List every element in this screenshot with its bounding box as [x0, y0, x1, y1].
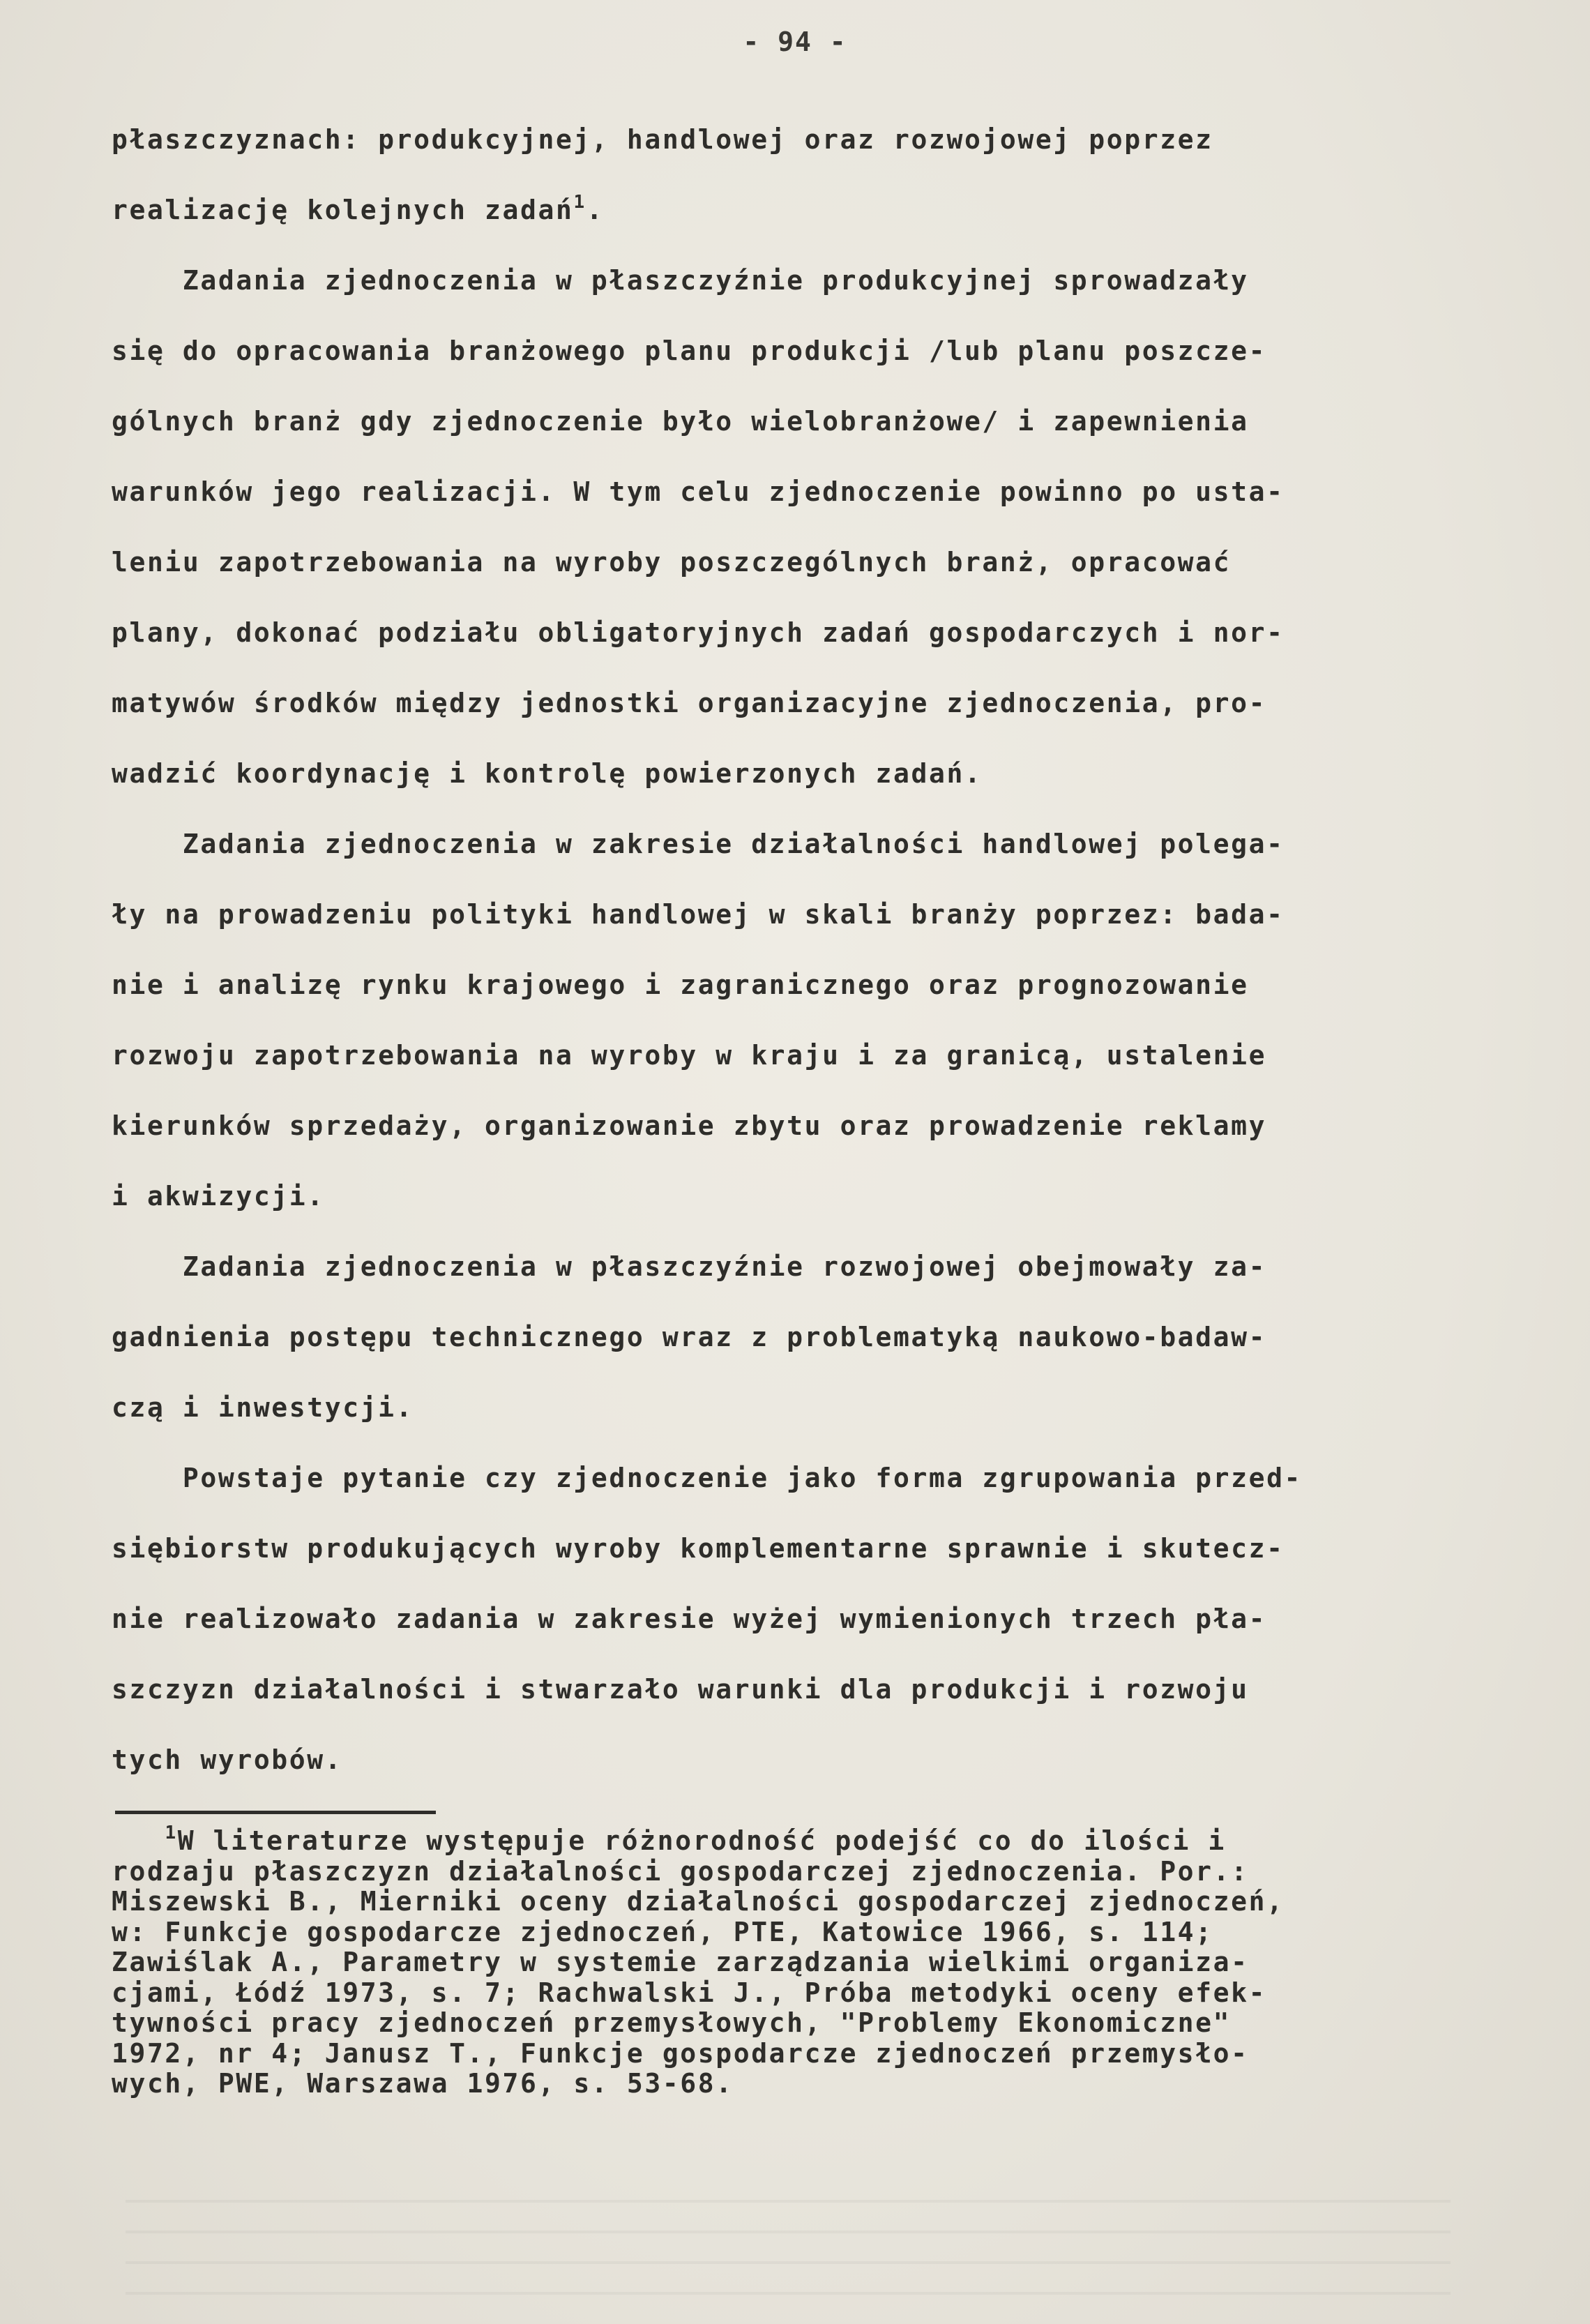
footnote-line: w: Funkcje gospodarcze zjednoczeń, PTE, Katowice 1966, s. 114;: [112, 1916, 1213, 1947]
body-line: nie realizowało zadania w zakresie wyżej wymienionych trzech pła-: [112, 1604, 1267, 1634]
body-line: Zadania zjednoczenia w płaszczyźnie produkcyjnej sprowadzały: [112, 265, 1249, 296]
body-line: [112, 175, 1541, 246]
footnote-line: rodzaju płaszczyzn działalności gospodarczej zjednoczenia. Por.:: [112, 1855, 1249, 1887]
body-line: tych wyrobów.: [112, 1744, 343, 1775]
body-line: płaszczyznach: produkcyjnej, handlowej oraz rozwojowej poprzez: [112, 124, 1213, 155]
body-line: rozwoju zapotrzebowania na wyroby w kraju i za granicą, ustalenie: [112, 1040, 1267, 1071]
body-line: matywów środków między jednostki organizacyjne zjednoczenia, pro-: [112, 688, 1267, 718]
body-line: się do opracowania branżowego planu produkcji /lub planu poszcze-: [112, 335, 1267, 366]
footnote-line-text: W literaturze występuje różnorodność podejść co do ilości i: [177, 1825, 1226, 1856]
body-line: gólnych branż gdy zjednoczenie było wielobranżowe/ i zapewnienia: [112, 406, 1249, 437]
body-line: warunków jego realizacji. W tym celu zjednoczenie powinno po usta-: [112, 476, 1285, 507]
body-line: Powstaje pytanie czy zjednoczenie jako forma zgrupowania przed-: [112, 1463, 1303, 1493]
footnote-line: Miszewski B., Mierniki oceny działalności gospodarczej zjednoczeń,: [112, 1886, 1285, 1917]
footnote-line: 1972, nr 4; Janusz T., Funkcje gospodarcze zjednoczeń przemysło-: [112, 2037, 1249, 2069]
body-line: ły na prowadzeniu polityki handlowej w skali branży poprzez: bada-: [112, 899, 1285, 930]
body-line: plany, dokonać podziału obligatoryjnych zadań gospodarczych i nor-: [112, 617, 1285, 648]
body-line-text: realizację kolejnych zadań: [112, 195, 574, 225]
body-line: kierunków sprzedaży, organizowanie zbytu oraz prowadzenie reklamy: [112, 1110, 1267, 1141]
body-line: siębiorstw produkujących wyroby komplementarne sprawnie i skutecz-: [112, 1533, 1285, 1564]
footnote: [112, 1823, 1548, 2099]
footnote-line: [112, 1823, 1548, 1857]
footnote-line: Zawiślak A., Parametry w systemie zarządzania wielkimi organiza-: [112, 1947, 1249, 1977]
body-line: gadnienia postępu technicznego wraz z problematyką naukowo-badaw-: [112, 1322, 1267, 1352]
footnote-line: tywności pracy zjednoczeń przemysłowych, "Problemy Ekonomiczne": [112, 2007, 1232, 2038]
footnote-divider: [115, 1811, 436, 1814]
body-text: [112, 105, 1541, 1795]
footnote-marker: 1: [165, 1823, 178, 1843]
body-line: leniu zapotrzebowania na wyroby poszczególnych branż, opracować: [112, 547, 1232, 578]
body-line: nie i analizę rynku krajowego i zagranicznego oraz prognozowanie: [112, 969, 1249, 1000]
footnote-line: cjami, Łódź 1973, s. 7; Rachwalski J., Próba metodyki oceny efek-: [112, 1977, 1267, 2008]
bleed-through-shadow: [126, 2197, 1451, 2295]
body-line: Zadania zjednoczenia w płaszczyźnie rozwojowej obejmowały za-: [112, 1251, 1267, 1282]
body-line: Zadania zjednoczenia w zakresie działalności handlowej polega-: [112, 829, 1285, 859]
body-line: i akwizycji.: [112, 1181, 325, 1212]
body-line: wadzić koordynację i kontrolę powierzonych zadań.: [112, 758, 983, 789]
page-number: - 94 -: [743, 27, 847, 57]
footnote-reference: 1: [573, 192, 586, 213]
footnote-reference-suffix: .: [586, 195, 605, 225]
footnote-line: wych, PWE, Warszawa 1976, s. 53-68.: [112, 2068, 734, 2099]
body-line: szczyzn działalności i stwarzało warunki dla produkcji i rozwoju: [112, 1674, 1249, 1705]
body-line: czą i inwestycji.: [112, 1392, 414, 1423]
